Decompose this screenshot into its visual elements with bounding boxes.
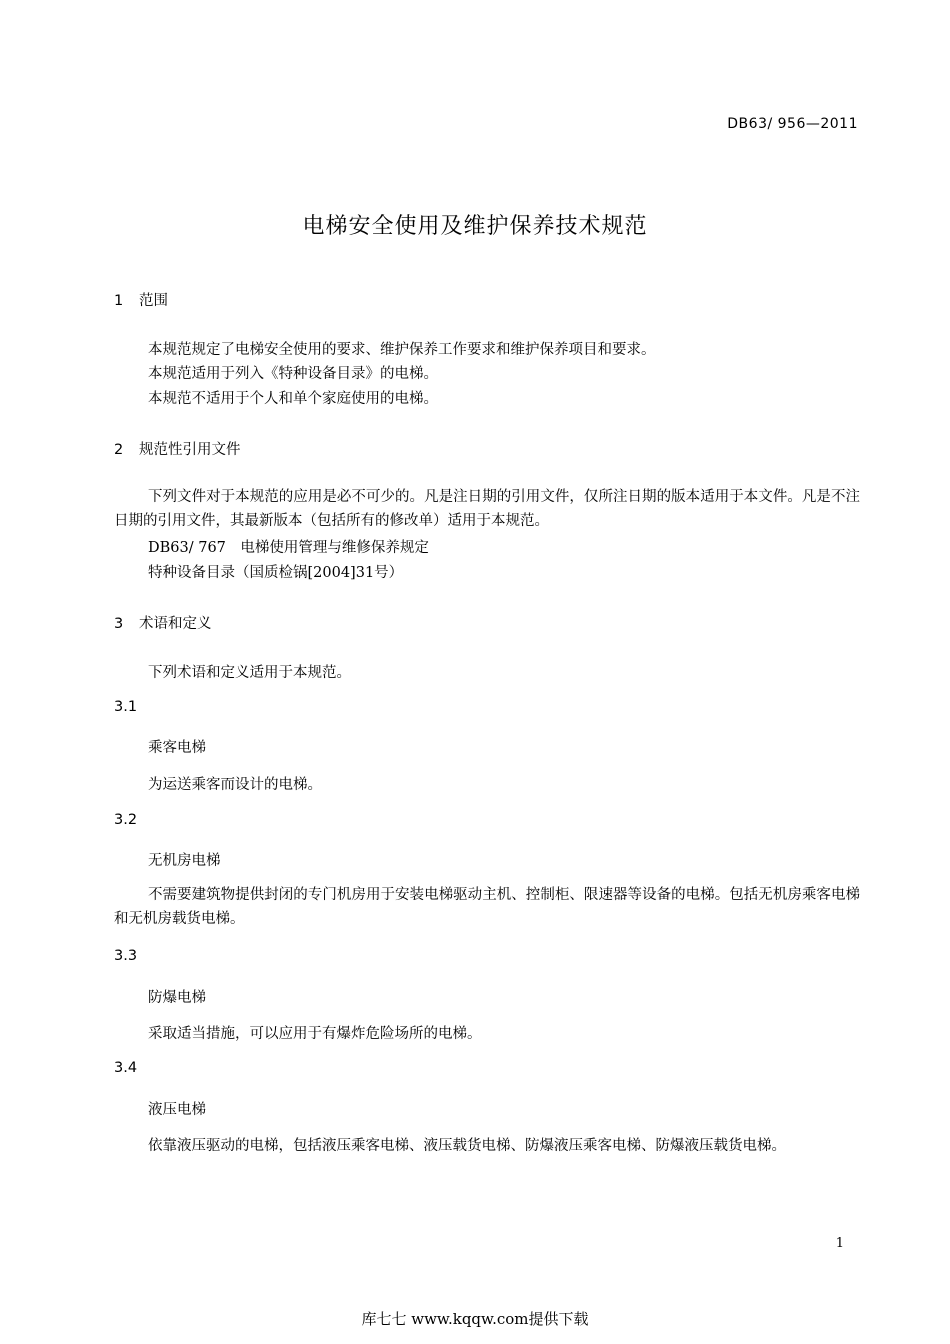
document-title: 电梯安全使用及维护保养技术规范 — [302, 214, 648, 239]
section-heading-scope — [114, 289, 168, 310]
document-code: DB63/ 956—2011 — [727, 116, 858, 132]
term-number: 3.3 — [114, 948, 138, 964]
page-number: 1 — [835, 1236, 844, 1251]
term-number: 3.2 — [114, 812, 138, 828]
term-definition: 采取适当措施，可以应用于有爆炸危险场所的电梯。 — [148, 1026, 482, 1042]
term-number: 3.1 — [114, 699, 138, 715]
paragraph: 下列术语和定义适用于本规范。 — [148, 665, 351, 681]
footer-source-text: 库七七 www.kqqw.com提供下载 — [361, 1310, 589, 1328]
term-name: 防爆电梯 — [148, 990, 206, 1006]
section-title: 术语和定义 — [139, 616, 212, 632]
section-heading-terms — [114, 612, 212, 633]
section-number: 3 — [114, 616, 124, 632]
reference-item: 特种设备目录（国质检锅[2004]31号） — [148, 565, 404, 581]
term-definition: 依靠液压驱动的电梯，包括液压乘客电梯、液压载货电梯、防爆液压乘客电梯、防爆液压载货电梯。 — [148, 1138, 786, 1154]
paragraph: 下列文件对于本规范的应用是必不可少的。凡是注日期的引用文件，仅所注日期的版本适用于本文件。凡是不注日期的引用文件，其最新版本（包括所有的修改单）适用于本规范。 — [114, 489, 860, 529]
term-name: 液压电梯 — [148, 1102, 206, 1118]
paragraph: 本规范不适用于个人和单个家庭使用的电梯。 — [148, 391, 438, 407]
section-title: 范围 — [139, 293, 168, 309]
paragraph: 本规范规定了电梯安全使用的要求、维护保养工作要求和维护保养项目和要求。 — [148, 342, 656, 358]
term-name: 无机房电梯 — [148, 853, 221, 869]
term-definition: 不需要建筑物提供封闭的专门机房用于安装电梯驱动主机、控制柜、限速器等设备的电梯。包括无机房乘客电梯和无机房载货电梯。 — [114, 887, 860, 927]
term-definition: 为运送乘客而设计的电梯。 — [148, 777, 322, 793]
section-title: 规范性引用文件 — [139, 442, 241, 458]
section-number: 2 — [114, 442, 124, 458]
reference-item: DB63/ 767 电梯使用管理与维修保养规定 — [148, 540, 429, 556]
term-name: 乘客电梯 — [148, 740, 206, 756]
section-number: 1 — [114, 293, 124, 309]
term-number: 3.4 — [114, 1060, 138, 1076]
paragraph: 本规范适用于列入《特种设备目录》的电梯。 — [148, 366, 438, 382]
section-heading-normative-references — [114, 438, 241, 459]
